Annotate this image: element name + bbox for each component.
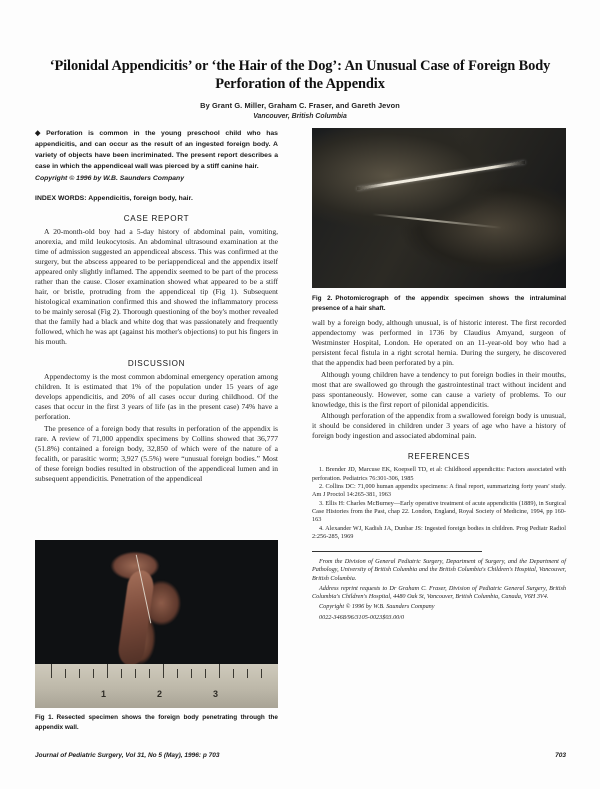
section-heading-references: REFERENCES — [407, 452, 471, 462]
footnote-divider — [312, 551, 482, 552]
reference-item: 4. Alexander WJ, Kadish JA, Dunbar JS: Ingested foreign bodies in children. Prog Pediatr Radiol 2:256-285, 1969 — [312, 524, 566, 540]
reference-item: 3. Ellis H: Charles McBurney—Early operative treatment of acute appendicitis (1889), in Surgical Case Histories from the Past, chap 22. London, England, Royal Society of Medicine, 1994, pp 160-163 — [312, 499, 566, 524]
footnote-copyright: Copyright © 1996 by W.B. Saunders Company — [319, 603, 435, 611]
ruler-label-3: 3 — [213, 689, 219, 699]
journal-citation-line: Journal of Pediatric Surgery, Vol 31, No 5 (May), 1996: p 703 — [35, 752, 220, 759]
figure-1-label: Fig 1. — [35, 714, 54, 721]
abstract-block — [35, 128, 278, 173]
diamond-bullet-icon: ◆ — [35, 130, 45, 137]
references-list — [312, 466, 566, 541]
left-column — [35, 128, 278, 484]
index-words: INDEX WORDS: Appendicitis, foreign body, hair. — [35, 194, 193, 202]
paragraph: Appendectomy is the most common abdominal emergency operation among children. It is estimated that 1% of the population under 15 years of age develops appendicitis, and 20% of all cases occur during childhood. Of the cases that occur in the first 3 years of life (as in the present case) 74% have a perforation. — [35, 371, 278, 421]
page-number: 703 — [555, 752, 566, 759]
abstract-text: Perforation is common in the young preschool child who has appendicitis, and can occur as the result of an ingested foreign body. A variety of objects have been incriminated. The present report describes a case in which the appendiceal wall was pierced by a stiff canine hair. — [35, 130, 278, 171]
ruler-label-1: 1 — [101, 689, 107, 699]
footnote-address: Address reprint requests to Dr Graham C. Fraser, Division of Pediatric General Surgery, British Columbia's Children's Hospital, 4480 Oak St, Vancouver, British Columbia, Canada, V6H 3V4. — [312, 584, 566, 600]
figure-1-specimen-photo — [35, 540, 278, 708]
specimen-photo-inner — [35, 540, 278, 708]
paragraph: wall by a foreign body, although unusual, is of historic interest. The first recorded appendectomy was performed in 1736 by Claudius Amyand, surgeon of Westminster Hospital, London. He operated on an 11-year-old boy who had a persistent fecal fistula in a right scrotal hernia. During the surgery, he discovered that the appendix had been perforated by a pin. — [312, 318, 566, 368]
author-affiliation: Vancouver, British Columbia — [253, 113, 347, 121]
figure-1-caption-text: Resected specimen shows the foreign body penetrating through the appendix wall. — [35, 714, 278, 731]
figure-2-label: Fig 2. — [312, 295, 333, 302]
figure-2-caption — [312, 294, 566, 313]
paragraph: The presence of a foreign body that results in perforation of the appendix is rare. A review of 71,000 appendix specimens by Collins showed that 36,777 (51.8%) contained a foreign body, 32,850 of which were of the nature of a fecalith, or parasitic worm; 3,927 (5.5%) were “unusual foreign bodies.” Most of these foreign bodies resulted in obstruction of the appendiceal lumen and in subsequent appendicitis. Penetration of the appendiceal — [35, 423, 278, 483]
footnote-block — [312, 558, 566, 622]
discussion-body-left — [35, 372, 278, 484]
footnote-issn: 0022-3468/96/3105-0023$03.00/0 — [319, 613, 405, 621]
tissue-background — [312, 128, 566, 288]
case-report-body — [35, 227, 278, 347]
reference-item: 2. Collins DC: 71,000 human appendix specimens: A final report, summarizing forty years' study. Am J Proctol 14:265-381, 1963 — [312, 483, 566, 499]
author-byline: By Grant G. Miller, Graham C. Fraser, and Gareth Jevon — [200, 101, 400, 111]
right-column — [312, 318, 566, 624]
section-heading-discussion: DISCUSSION — [127, 358, 186, 368]
figure-1-caption — [35, 713, 278, 732]
abstract-copyright: Copyright © 1996 by W.B. Saunders Company — [35, 174, 185, 182]
reference-item: 1. Brender JD, Marcuse EK, Koepsell TD, et al: Childhood appendicitis: Factors associated with perforation. Pediatrics 76:301-306, 1985 — [312, 466, 566, 482]
paragraph: A 20-month-old boy had a 5-day history of abdominal pain, vomiting, anorexia, and mild leukocytosis. An abdominal ultrasound examination at the time of admission suggested an appendiceal abscess. This was confirmed at the surgery, but the abscess appeared to be periappendiceal and the appendix itself appeared only slightly inflamed. The appendix seemed to be part of the process rather than the cause. Closer examination showed what appeared to be a stiff hair, or bristle, protruding from the appendiceal tip (Fig 1). Subsequent histological examination confirmed this and showed the inflammatory process to be mainly serosal (Fig 2). Thorough questioning of the boy's mother revealed that the family had a black and white dog that was passionately and frequently followed, which he was apt (against his mother's objections) to put his fingers in his mouth. — [35, 226, 278, 346]
figure-2-photomicrograph — [312, 128, 566, 288]
ruler-label-2: 2 — [157, 689, 163, 699]
section-heading-case-report: CASE REPORT — [123, 213, 190, 223]
footnote-affiliation: From the Division of General Pediatric Surgery, Department of Surgery, and the Department of Pathology, University of British Columbia and the British Columbia's Children's Hospital, Vancouver, British Columbia. — [312, 558, 566, 582]
paragraph: Although young children have a tendency to put foreign bodies in their mouths, most that are swallowed go through the gastrointestinal tract without incident and pass spontaneously. However, some can cause a variety of problems. To our knowledge, this is the first report of pilonidal appendicitis. — [312, 369, 566, 409]
paragraph: Although perforation of the appendix from a swallowed foreign body is unusual, it should be considered in children under 3 years of age who have a history of foreign body ingestion and associated abdominal pain. — [312, 411, 566, 441]
measurement-ruler — [35, 664, 278, 708]
title-block — [34, 58, 566, 120]
discussion-body-right — [312, 318, 566, 441]
page-title: ‘Pilonidal Appendicitis’ or ‘the Hair of the Dog’: An Unusual Case of Foreign Body Perforation of the Appendix — [49, 58, 551, 92]
figure-2-caption-text: Photomicrograph of the appendix specimen shows the intraluminal presence of a hair shaft. — [312, 295, 566, 312]
